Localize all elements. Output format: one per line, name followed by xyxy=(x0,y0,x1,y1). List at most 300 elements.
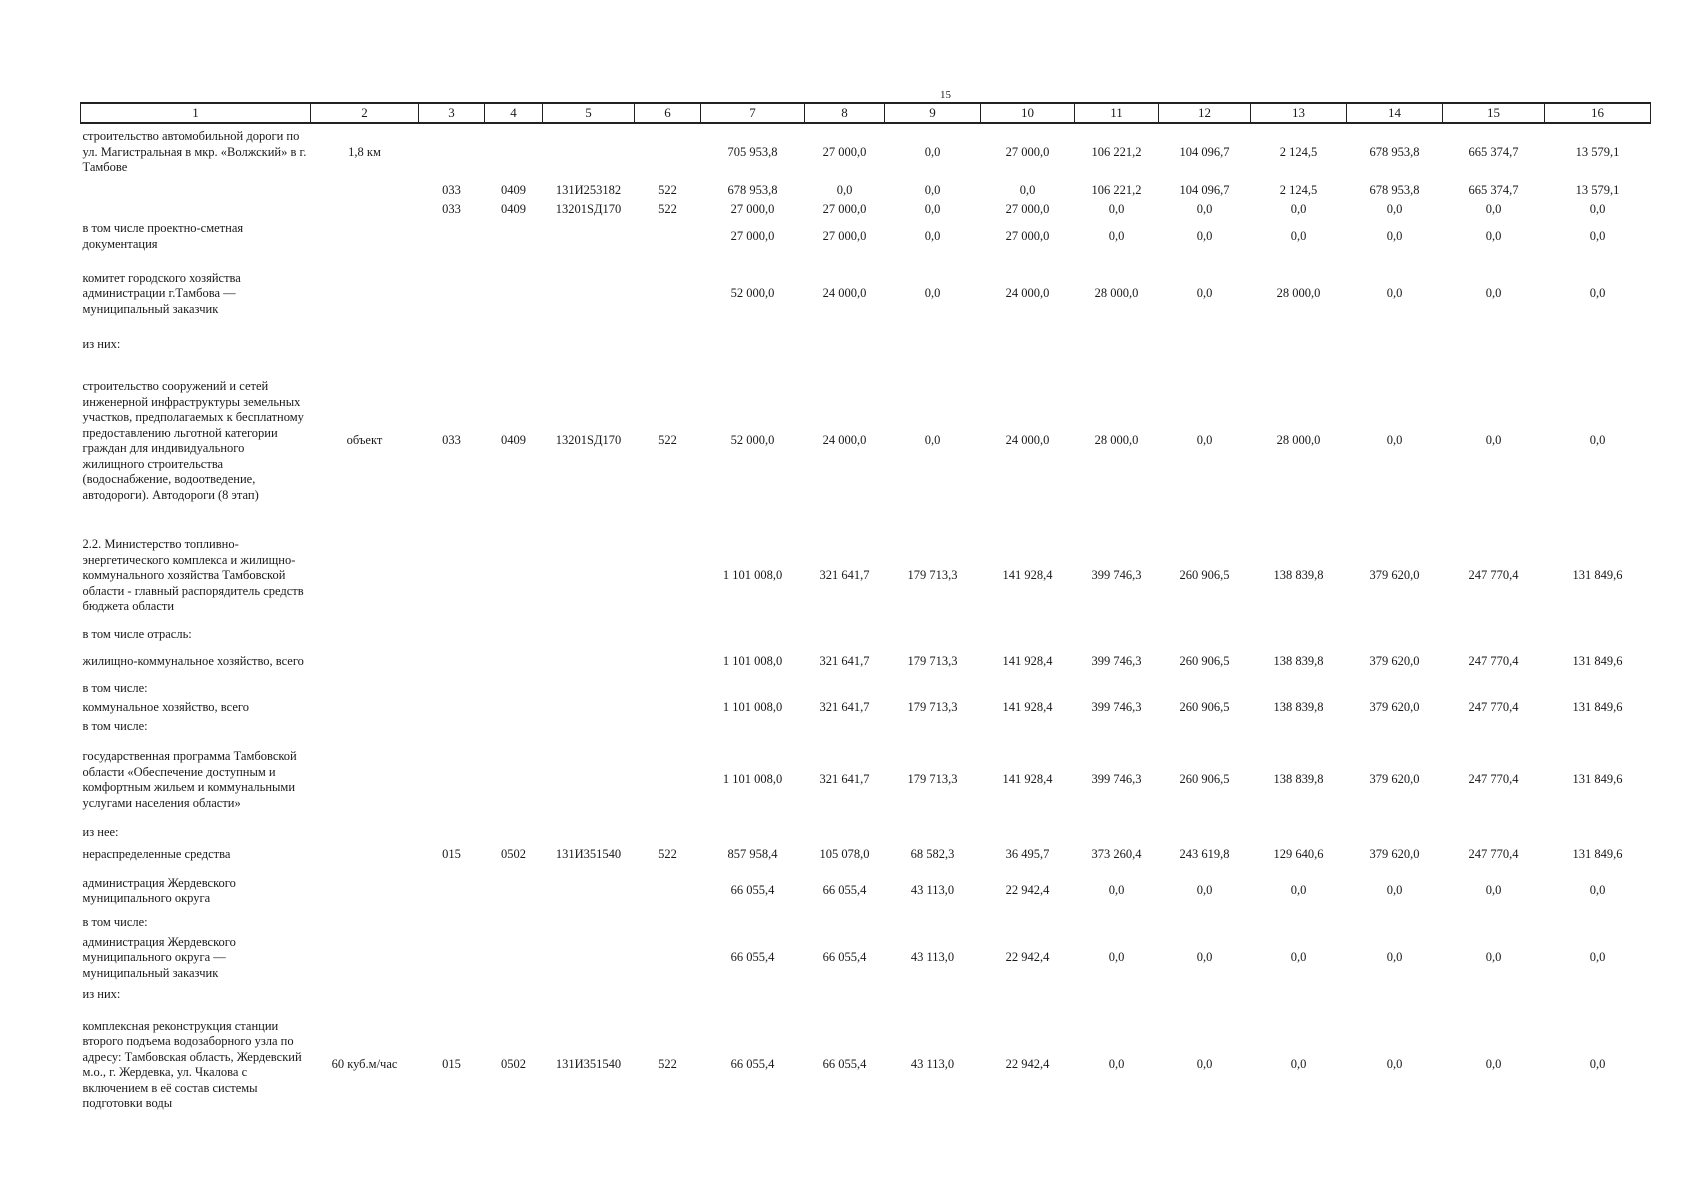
cell-col-10: 0,0 xyxy=(1019,182,1036,197)
cell-col-10 xyxy=(981,914,1075,932)
cell-col-11: 399 746,3 xyxy=(1091,772,1142,787)
cell-col-14 xyxy=(1347,334,1443,356)
cell-col-4 xyxy=(485,932,543,984)
table-row xyxy=(81,181,1651,200)
row-label: комитет городского хозяйства администрации г.Тамбова — муниципальный заказчик xyxy=(82,270,241,316)
cell-col-12: 0,0 xyxy=(1196,228,1213,243)
cell-col-10 xyxy=(981,824,1075,842)
cell-col-6: 522 xyxy=(658,433,677,448)
cell-col-8 xyxy=(805,914,885,932)
cell-col-7: 857 958,4 xyxy=(727,847,778,862)
table-row xyxy=(81,356,1651,526)
cell-col-12: 0,0 xyxy=(1196,1057,1213,1072)
cell-col-3 xyxy=(419,932,485,984)
cell-col-3 xyxy=(419,254,485,334)
cell-col-8: 321 641,7 xyxy=(819,700,870,715)
cell-col-7: 66 055,4 xyxy=(730,883,775,898)
cell-col-14: 678 953,8 xyxy=(1369,144,1420,159)
cell-col-9 xyxy=(885,334,981,356)
table-row xyxy=(81,824,1651,842)
cell-col-14 xyxy=(1347,680,1443,698)
cell-col-12: 104 096,7 xyxy=(1179,144,1230,159)
cell-col-6 xyxy=(635,680,701,698)
cell-col-10: 24 000,0 xyxy=(1005,286,1050,301)
cell-col-5 xyxy=(543,526,635,626)
cell-col-10: 22 942,4 xyxy=(1005,950,1050,965)
cell-col-9 xyxy=(885,914,981,932)
cell-col-4 xyxy=(485,254,543,334)
cell-col-6 xyxy=(635,868,701,914)
cell-col-8: 27 000,0 xyxy=(822,228,867,243)
cell-col-4 xyxy=(485,334,543,356)
cell-col-14 xyxy=(1347,984,1443,1006)
table-row xyxy=(81,626,1651,644)
cell-col-10 xyxy=(981,334,1075,356)
cell-col-3: 033 xyxy=(442,182,461,197)
cell-col-8: 321 641,7 xyxy=(819,568,870,583)
cell-col-8: 24 000,0 xyxy=(822,286,867,301)
cell-col-5 xyxy=(543,698,635,718)
cell-col-7: 678 953,8 xyxy=(727,182,778,197)
cell-col-7 xyxy=(701,914,805,932)
cell-col-10: 27 000,0 xyxy=(1005,201,1050,216)
column-header-9: 9 xyxy=(885,103,981,123)
cell-col-16 xyxy=(1545,984,1651,1006)
cell-col-8: 105 078,0 xyxy=(819,847,870,862)
cell-col-16 xyxy=(1545,824,1651,842)
column-header-5: 5 xyxy=(543,103,635,123)
cell-col-3: 033 xyxy=(442,201,461,216)
cell-col-14: 0,0 xyxy=(1386,433,1403,448)
cell-col-15 xyxy=(1443,984,1545,1006)
cell-col-4 xyxy=(485,526,543,626)
cell-col-15 xyxy=(1443,914,1545,932)
cell-col-15: 665 374,7 xyxy=(1468,144,1519,159)
row-label: из них: xyxy=(82,337,121,352)
table-row xyxy=(81,718,1651,736)
table-row xyxy=(81,200,1651,219)
table-row xyxy=(81,736,1651,824)
cell-col-10 xyxy=(981,626,1075,644)
cell-col-5 xyxy=(543,680,635,698)
cell-col-3 xyxy=(419,123,485,181)
cell-col-13: 0,0 xyxy=(1290,883,1307,898)
cell-col-2: 1,8 км xyxy=(348,144,381,159)
cell-col-13: 2 124,5 xyxy=(1279,182,1318,197)
cell-col-11 xyxy=(1075,718,1159,736)
cell-col-4 xyxy=(485,698,543,718)
cell-col-12: 0,0 xyxy=(1196,286,1213,301)
cell-col-11: 28 000,0 xyxy=(1094,433,1139,448)
cell-col-9: 0,0 xyxy=(924,433,941,448)
cell-col-4 xyxy=(485,824,543,842)
cell-col-14: 379 620,0 xyxy=(1369,568,1420,583)
cell-col-15: 247 770,4 xyxy=(1468,654,1519,669)
cell-col-7: 52 000,0 xyxy=(730,286,775,301)
cell-col-9: 0,0 xyxy=(924,182,941,197)
cell-col-15 xyxy=(1443,626,1545,644)
cell-col-6 xyxy=(635,334,701,356)
cell-col-14 xyxy=(1347,718,1443,736)
cell-col-8: 24 000,0 xyxy=(822,433,867,448)
column-header-1: 1 xyxy=(81,103,311,123)
cell-col-9: 0,0 xyxy=(924,144,941,159)
cell-col-9 xyxy=(885,718,981,736)
cell-col-7: 1 101 008,0 xyxy=(722,700,783,715)
cell-col-11: 0,0 xyxy=(1108,883,1125,898)
cell-col-3 xyxy=(419,219,485,254)
cell-col-6 xyxy=(635,698,701,718)
row-label: в том числе: xyxy=(82,915,148,930)
cell-col-11: 399 746,3 xyxy=(1091,700,1142,715)
cell-col-13: 138 839,8 xyxy=(1273,700,1324,715)
column-header-3: 3 xyxy=(419,103,485,123)
row-label: комплексная реконструкция станции второго подъема водозаборного узла по адресу: Тамбовская область, Жердевский м.о., г. Жердевка, ул. Чкалова с включением в её состав системы подготовки воды xyxy=(82,1018,302,1110)
cell-col-8 xyxy=(805,334,885,356)
row-label: администрация Жердевского муниципального округа xyxy=(82,875,236,905)
cell-col-15: 0,0 xyxy=(1485,228,1502,243)
cell-col-8 xyxy=(805,824,885,842)
table-row xyxy=(81,932,1651,984)
cell-col-3 xyxy=(419,736,485,824)
cell-col-11 xyxy=(1075,680,1159,698)
cell-col-16 xyxy=(1545,914,1651,932)
cell-col-7: 1 101 008,0 xyxy=(722,654,783,669)
cell-col-11 xyxy=(1075,824,1159,842)
cell-col-15 xyxy=(1443,718,1545,736)
cell-col-6 xyxy=(635,526,701,626)
cell-col-14: 379 620,0 xyxy=(1369,654,1420,669)
cell-col-12: 260 906,5 xyxy=(1179,568,1230,583)
row-label: администрация Жердевского муниципального округа — муниципальный заказчик xyxy=(82,934,236,980)
cell-col-7: 1 101 008,0 xyxy=(722,568,783,583)
cell-col-2 xyxy=(311,842,419,868)
cell-col-3 xyxy=(419,526,485,626)
cell-col-15: 0,0 xyxy=(1485,286,1502,301)
cell-col-9: 43 113,0 xyxy=(910,883,955,898)
cell-col-11 xyxy=(1075,626,1159,644)
cell-col-4 xyxy=(485,123,543,181)
cell-col-11: 106 221,2 xyxy=(1091,144,1142,159)
cell-col-2 xyxy=(311,526,419,626)
cell-col-4 xyxy=(485,219,543,254)
cell-col-16: 0,0 xyxy=(1589,950,1606,965)
page-number: 15 xyxy=(940,89,951,101)
cell-col-7 xyxy=(701,718,805,736)
cell-col-2 xyxy=(311,219,419,254)
cell-col-11: 0,0 xyxy=(1108,228,1125,243)
cell-col-14: 678 953,8 xyxy=(1369,182,1420,197)
cell-col-16 xyxy=(1545,334,1651,356)
cell-col-6 xyxy=(635,626,701,644)
cell-col-2 xyxy=(311,914,419,932)
column-header-16: 16 xyxy=(1545,103,1651,123)
table-row xyxy=(81,842,1651,868)
cell-col-13: 0,0 xyxy=(1290,201,1307,216)
cell-col-9: 43 113,0 xyxy=(910,1057,955,1072)
cell-col-16: 131 849,6 xyxy=(1572,654,1623,669)
cell-col-6 xyxy=(635,123,701,181)
cell-col-16: 13 579,1 xyxy=(1575,144,1620,159)
cell-col-7: 1 101 008,0 xyxy=(722,772,783,787)
column-header-4: 4 xyxy=(485,103,543,123)
cell-col-13: 138 839,8 xyxy=(1273,568,1324,583)
cell-col-14: 379 620,0 xyxy=(1369,847,1420,862)
cell-col-3 xyxy=(419,680,485,698)
row-label: государственная программа Тамбовской области «Обеспечение доступным и комфортным жильем и коммунальными услугами населения области» xyxy=(82,749,297,810)
cell-col-10: 141 928,4 xyxy=(1002,772,1053,787)
cell-col-13 xyxy=(1251,718,1347,736)
cell-col-15 xyxy=(1443,824,1545,842)
cell-col-14 xyxy=(1347,824,1443,842)
cell-col-13 xyxy=(1251,824,1347,842)
cell-col-16: 131 849,6 xyxy=(1572,847,1623,862)
cell-col-5: 13201SД170 xyxy=(555,201,622,216)
cell-col-4: 0502 xyxy=(501,847,526,862)
cell-col-2 xyxy=(311,824,419,842)
cell-col-4 xyxy=(485,718,543,736)
cell-col-6 xyxy=(635,718,701,736)
column-header-2: 2 xyxy=(311,103,419,123)
cell-col-11 xyxy=(1075,914,1159,932)
cell-col-4 xyxy=(485,680,543,698)
cell-col-14: 0,0 xyxy=(1386,1057,1403,1072)
cell-col-12: 0,0 xyxy=(1196,950,1213,965)
cell-col-5: 13201SД170 xyxy=(555,433,622,448)
column-header-11: 11 xyxy=(1075,103,1159,123)
cell-col-10: 141 928,4 xyxy=(1002,700,1053,715)
table-row xyxy=(81,914,1651,932)
cell-col-4 xyxy=(485,868,543,914)
cell-col-11 xyxy=(1075,984,1159,1006)
cell-col-16: 131 849,6 xyxy=(1572,568,1623,583)
cell-col-6 xyxy=(635,219,701,254)
cell-col-6 xyxy=(635,736,701,824)
row-label: коммунальное хозяйство, всего xyxy=(82,700,249,715)
cell-col-15: 247 770,4 xyxy=(1468,568,1519,583)
cell-col-4: 0409 xyxy=(501,182,526,197)
cell-col-9 xyxy=(885,626,981,644)
cell-col-2 xyxy=(311,868,419,914)
row-label: в том числе проектно-сметная документация xyxy=(82,221,244,251)
cell-col-13: 28 000,0 xyxy=(1276,286,1321,301)
cell-col-14: 0,0 xyxy=(1386,228,1403,243)
cell-col-5: 131И351540 xyxy=(555,1057,622,1072)
cell-col-13 xyxy=(1251,914,1347,932)
cell-col-5 xyxy=(543,254,635,334)
cell-col-15: 247 770,4 xyxy=(1468,772,1519,787)
cell-col-6 xyxy=(635,984,701,1006)
row-label: из нее: xyxy=(82,825,119,840)
table-row xyxy=(81,680,1651,698)
cell-col-7: 27 000,0 xyxy=(730,201,775,216)
cell-col-2 xyxy=(311,736,419,824)
cell-col-15: 0,0 xyxy=(1485,950,1502,965)
cell-col-16 xyxy=(1545,718,1651,736)
table-row xyxy=(81,868,1651,914)
cell-col-7 xyxy=(701,824,805,842)
cell-col-10: 27 000,0 xyxy=(1005,228,1050,243)
cell-col-5 xyxy=(543,718,635,736)
table-row xyxy=(81,334,1651,356)
cell-col-3 xyxy=(419,334,485,356)
column-header-6: 6 xyxy=(635,103,701,123)
budget-table xyxy=(80,102,1651,1124)
cell-col-15: 0,0 xyxy=(1485,1057,1502,1072)
cell-col-6: 522 xyxy=(658,1057,677,1072)
column-header-7: 7 xyxy=(701,103,805,123)
cell-col-12 xyxy=(1159,914,1251,932)
cell-col-14: 0,0 xyxy=(1386,950,1403,965)
cell-col-16: 0,0 xyxy=(1589,228,1606,243)
cell-col-3 xyxy=(419,626,485,644)
cell-col-7: 66 055,4 xyxy=(730,950,775,965)
cell-col-3: 015 xyxy=(442,847,461,862)
column-header-15: 15 xyxy=(1443,103,1545,123)
cell-col-7: 27 000,0 xyxy=(730,228,775,243)
cell-col-13: 129 640,6 xyxy=(1273,847,1324,862)
cell-col-9: 179 713,3 xyxy=(907,772,958,787)
table-row xyxy=(81,1006,1651,1124)
cell-col-3 xyxy=(419,868,485,914)
cell-col-12: 0,0 xyxy=(1196,883,1213,898)
cell-col-5 xyxy=(543,736,635,824)
cell-col-6: 522 xyxy=(658,201,677,216)
cell-col-6: 522 xyxy=(658,182,677,197)
cell-col-5 xyxy=(543,824,635,842)
cell-col-12 xyxy=(1159,824,1251,842)
table-row xyxy=(81,123,1651,181)
cell-col-15: 0,0 xyxy=(1485,201,1502,216)
cell-col-14 xyxy=(1347,914,1443,932)
cell-col-11: 0,0 xyxy=(1108,1057,1125,1072)
cell-col-4 xyxy=(485,626,543,644)
row-label: строительство сооружений и сетей инженерной инфраструктуры земельных участков, предполагаемых к бесплатному предоставлению льготной категории граждан для индивидуального жилищного строительства (водоснабжение, водоотведение, автодороги). Автодороги (8 этап) xyxy=(82,379,304,502)
cell-col-9: 68 582,3 xyxy=(910,847,955,862)
column-header-10: 10 xyxy=(981,103,1075,123)
column-header-13: 13 xyxy=(1251,103,1347,123)
column-header-8: 8 xyxy=(805,103,885,123)
cell-col-14: 0,0 xyxy=(1386,201,1403,216)
cell-col-8 xyxy=(805,984,885,1006)
cell-col-4: 0409 xyxy=(501,201,526,216)
cell-col-9: 179 713,3 xyxy=(907,700,958,715)
cell-col-12: 0,0 xyxy=(1196,201,1213,216)
cell-col-15: 0,0 xyxy=(1485,883,1502,898)
table-row xyxy=(81,644,1651,680)
cell-col-15: 247 770,4 xyxy=(1468,700,1519,715)
cell-col-3 xyxy=(419,984,485,1006)
row-label: из них: xyxy=(82,987,121,1002)
cell-col-12: 260 906,5 xyxy=(1179,700,1230,715)
cell-col-16: 0,0 xyxy=(1589,1057,1606,1072)
cell-col-10: 24 000,0 xyxy=(1005,433,1050,448)
row-label: в том числе: xyxy=(82,681,148,696)
cell-col-5 xyxy=(543,219,635,254)
cell-col-3 xyxy=(419,718,485,736)
cell-col-7 xyxy=(701,626,805,644)
cell-col-8: 66 055,4 xyxy=(822,883,867,898)
column-header-14: 14 xyxy=(1347,103,1443,123)
cell-col-12 xyxy=(1159,984,1251,1006)
cell-col-12 xyxy=(1159,718,1251,736)
cell-col-13: 0,0 xyxy=(1290,228,1307,243)
cell-col-13: 0,0 xyxy=(1290,950,1307,965)
cell-col-13 xyxy=(1251,984,1347,1006)
cell-col-4: 0409 xyxy=(501,433,526,448)
cell-col-16: 0,0 xyxy=(1589,433,1606,448)
cell-col-5 xyxy=(543,984,635,1006)
cell-col-2 xyxy=(311,254,419,334)
cell-col-2 xyxy=(311,626,419,644)
cell-col-2: объект xyxy=(346,433,383,448)
cell-col-5 xyxy=(543,626,635,644)
cell-col-13: 138 839,8 xyxy=(1273,772,1324,787)
cell-col-12 xyxy=(1159,334,1251,356)
row-label: строительство автомобильной дороги по ул. Магистральная в мкр. «Волжский» в г. Тамбове xyxy=(82,129,307,175)
cell-col-8: 27 000,0 xyxy=(822,201,867,216)
cell-col-2 xyxy=(311,200,419,219)
row-label: в том числе: xyxy=(82,719,148,734)
cell-col-11: 28 000,0 xyxy=(1094,286,1139,301)
cell-col-14: 0,0 xyxy=(1386,286,1403,301)
cell-col-14 xyxy=(1347,626,1443,644)
cell-col-5: 131И253182 xyxy=(555,182,622,197)
cell-col-14: 0,0 xyxy=(1386,883,1403,898)
cell-col-8: 321 641,7 xyxy=(819,654,870,669)
cell-col-2 xyxy=(311,644,419,680)
cell-col-7: 66 055,4 xyxy=(730,1057,775,1072)
cell-col-12 xyxy=(1159,626,1251,644)
cell-col-10 xyxy=(981,718,1075,736)
row-label xyxy=(81,181,311,200)
cell-col-5 xyxy=(543,868,635,914)
cell-col-7: 705 953,8 xyxy=(727,144,778,159)
cell-col-8: 27 000,0 xyxy=(822,144,867,159)
cell-col-10: 22 942,4 xyxy=(1005,1057,1050,1072)
cell-col-5 xyxy=(543,644,635,680)
row-label: жилищно-коммунальное хозяйство, всего xyxy=(82,654,304,669)
cell-col-16 xyxy=(1545,680,1651,698)
cell-col-13 xyxy=(1251,626,1347,644)
cell-col-8: 321 641,7 xyxy=(819,772,870,787)
cell-col-3 xyxy=(419,824,485,842)
cell-col-8 xyxy=(805,680,885,698)
header-row xyxy=(81,103,1651,123)
cell-col-10: 141 928,4 xyxy=(1002,568,1053,583)
cell-col-10: 27 000,0 xyxy=(1005,144,1050,159)
cell-col-16: 0,0 xyxy=(1589,286,1606,301)
cell-col-2: 60 куб.м/час xyxy=(331,1057,398,1072)
cell-col-11: 373 260,4 xyxy=(1091,847,1142,862)
cell-col-15: 247 770,4 xyxy=(1468,847,1519,862)
cell-col-6 xyxy=(635,254,701,334)
cell-col-3 xyxy=(419,914,485,932)
cell-col-9: 0,0 xyxy=(924,286,941,301)
cell-col-12 xyxy=(1159,680,1251,698)
cell-col-14: 379 620,0 xyxy=(1369,772,1420,787)
cell-col-16: 131 849,6 xyxy=(1572,772,1623,787)
cell-col-7 xyxy=(701,680,805,698)
cell-col-13: 0,0 xyxy=(1290,1057,1307,1072)
cell-col-9: 43 113,0 xyxy=(910,950,955,965)
cell-col-9 xyxy=(885,680,981,698)
cell-col-10: 36 495,7 xyxy=(1005,847,1050,862)
cell-col-11: 106 221,2 xyxy=(1091,182,1142,197)
cell-col-15 xyxy=(1443,334,1545,356)
cell-col-9 xyxy=(885,984,981,1006)
cell-col-5: 131И351540 xyxy=(555,847,622,862)
